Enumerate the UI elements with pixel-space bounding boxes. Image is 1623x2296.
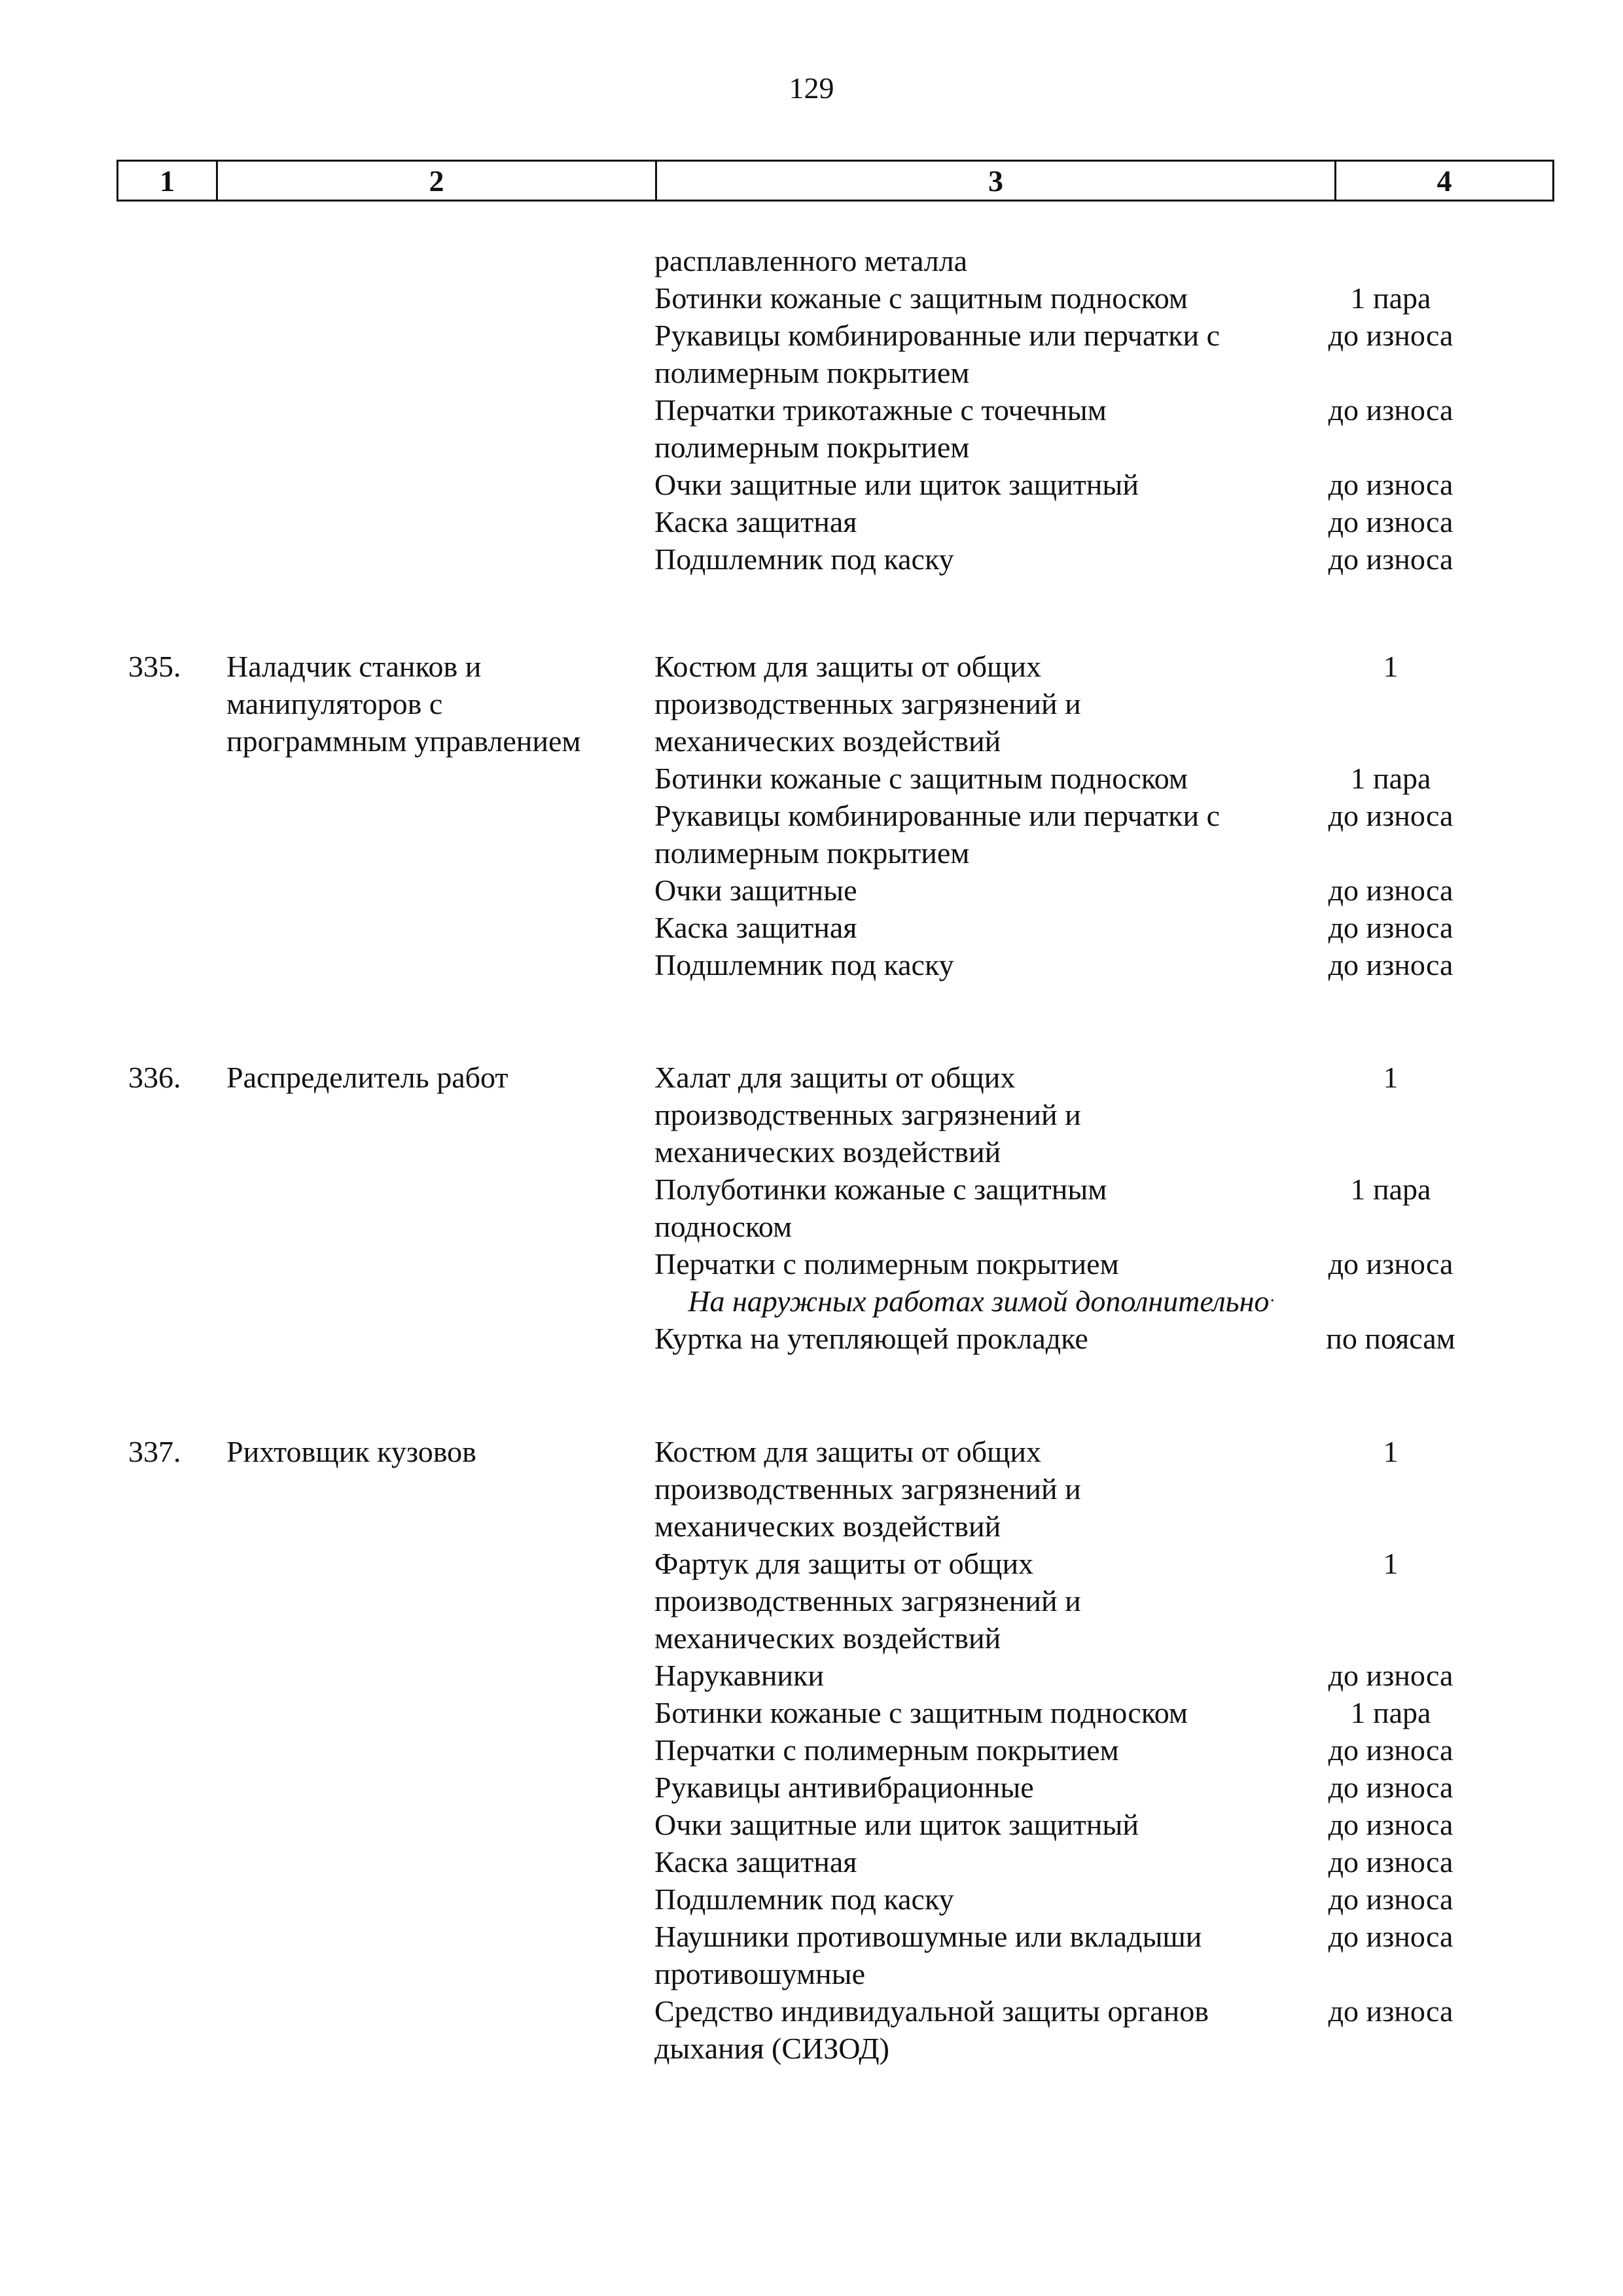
item-name: Костюм для защиты от общих производственных загрязнений и механических воздействий [654,1435,1081,1543]
item-quantity: до износа [1328,948,1454,981]
item-quantity: до износа [1328,799,1454,832]
item-quantity: до износа [1328,911,1454,944]
item-name: Очки защитные [654,874,857,907]
item-quantity: до износа [1328,1920,1454,1953]
ppe-item [654,1320,1558,1357]
ppe-item [654,1657,1558,1694]
ppe-item [654,242,1558,279]
ppe-list [654,1059,1558,1357]
header-col-1: 1 [118,161,217,201]
item-quantity: по поясам [1326,1322,1455,1355]
ppe-item [654,317,1558,391]
item-quantity: до износа [1328,874,1454,907]
item-name: Очки защитные или щиток защитный [654,468,1139,501]
item-quantity: до износа [1328,1659,1454,1692]
ppe-item [654,909,1558,946]
item-name: расплавленного металла [654,244,968,277]
item-name: Рукавицы комбинированные или перчатки с полимерным покрытием [654,319,1221,389]
item-name: Костюм для защиты от общих производственных загрязнений и механических воздействий [654,650,1081,758]
item-quantity: до износа [1328,319,1454,352]
ppe-item [654,1171,1558,1245]
item-quantity: до износа [1328,1882,1454,1916]
ppe-item [654,279,1558,317]
item-name: Перчатки трикотажные с точечным полимерным покрытием [654,393,1107,464]
ppe-item [654,797,1558,872]
item-quantity: 1 [1383,650,1399,683]
item-name: Наушники противошумные или вкладыши противошумные [654,1920,1202,1990]
page-number: 129 [789,71,834,105]
ppe-item [654,1731,1558,1769]
header-col-4: 4 [1336,161,1554,201]
ppe-item [654,1433,1558,1545]
profession-name: Рихтовщик кузовов [226,1435,476,1468]
item-name: Подшлемник под каску [654,542,954,576]
ppe-item [654,1769,1558,1806]
profession-name: Распределитель работ [226,1061,508,1094]
item-name: Каска защитная [654,505,857,539]
item-name: Ботинки кожаные с защитным подноском [654,281,1188,315]
ppe-list [654,242,1558,578]
ppe-list [654,1433,1558,2067]
column-header-table [116,160,1554,202]
item-quantity: до износа [1328,1771,1454,1804]
item-name: Средство индивидуальной защиты органов дыхания (СИЗОД) [654,1994,1209,2065]
note-text: На наружных работах зимой дополнительно [688,1284,1270,1318]
item-quantity: до износа [1328,393,1454,427]
item-quantity: до износа [1328,1845,1454,1879]
item-quantity: 1 [1383,1061,1399,1094]
ppe-item [654,1545,1558,1657]
ppe-item [654,1992,1558,2067]
item-name: Ботинки кожаные с защитным подноском [654,762,1188,795]
item-quantity: 1 пара [1350,281,1431,315]
row-number: 335. [128,650,181,683]
item-name: Нарукавники [654,1659,825,1692]
item-quantity: 1 [1383,1547,1399,1580]
item-name: Рукавицы комбинированные или перчатки с полимерным покрытием [654,799,1221,870]
ppe-item [654,1059,1558,1171]
item-name: Фартук для защиты от общих производственных загрязнений и механических воздействий [654,1547,1081,1655]
item-quantity: до износа [1328,505,1454,539]
item-quantity: до износа [1328,1808,1454,1841]
ppe-item [654,648,1558,760]
ppe-item [654,1806,1558,1843]
seasonal-note [654,1282,1309,1320]
item-name: Перчатки с полимерным покрытием [654,1247,1119,1280]
header-col-3: 3 [656,161,1336,201]
ppe-list [654,648,1558,983]
ppe-item [654,1245,1558,1282]
item-name: Рукавицы антивибрационные [654,1771,1034,1804]
ppe-item [654,760,1558,797]
row-number: 336. [128,1061,181,1094]
item-name: Полуботинки кожаные с защитным подноском [654,1173,1107,1243]
ppe-item [654,1881,1558,1918]
item-name: Очки защитные или щиток защитный [654,1808,1139,1841]
note-mark: · [1269,1291,1275,1311]
ppe-item [654,1918,1558,1992]
item-quantity: 1 пара [1350,1173,1431,1206]
ppe-item [654,1843,1558,1881]
ppe-item [654,540,1558,578]
ppe-item [654,503,1558,540]
item-name: Подшлемник под каску [654,1882,954,1916]
item-quantity: 1 [1383,1435,1399,1468]
item-name: Каска защитная [654,1845,857,1879]
item-name: Халат для защиты от общих производственных загрязнений и механических воздействий [654,1061,1081,1169]
item-quantity: до износа [1328,1247,1454,1280]
ppe-item [654,946,1558,983]
item-quantity: до износа [1328,542,1454,576]
profession-name: Наладчик станков и манипуляторов с программным управлением [226,650,581,758]
row-number: 337. [128,1435,181,1468]
item-quantity: 1 пара [1350,1696,1431,1729]
item-name: Каска защитная [654,911,857,944]
item-name: Ботинки кожаные с защитным подноском [654,1696,1188,1729]
ppe-item [654,1694,1558,1731]
item-quantity: до износа [1328,468,1454,501]
item-quantity: 1 пара [1350,762,1431,795]
header-col-2: 2 [217,161,656,201]
item-name: Куртка на утепляющей прокладке [654,1322,1088,1355]
item-quantity: до износа [1328,1994,1454,2028]
item-name: Подшлемник под каску [654,948,954,981]
ppe-item [654,872,1558,909]
ppe-item [654,466,1558,503]
item-quantity: до износа [1328,1733,1454,1767]
item-name: Перчатки с полимерным покрытием [654,1733,1119,1767]
ppe-item [654,391,1558,466]
